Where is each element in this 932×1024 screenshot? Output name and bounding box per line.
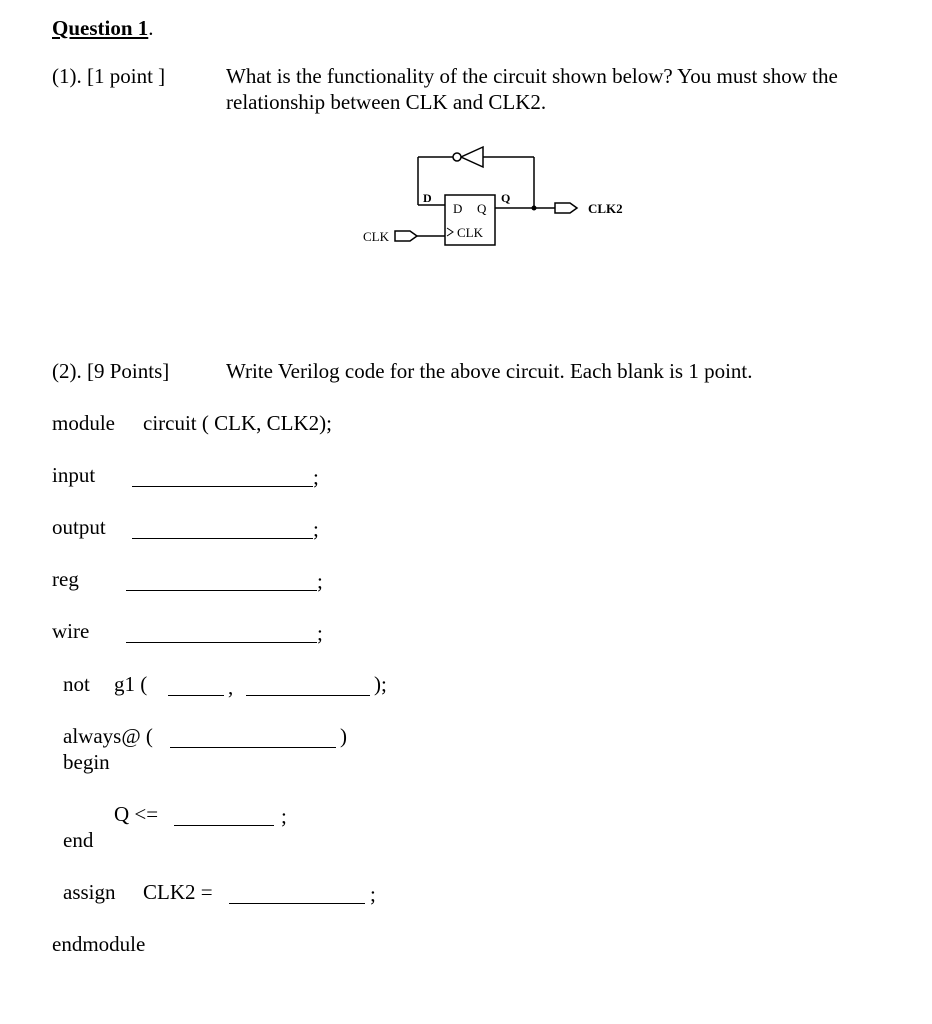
ff-clk-pin-label: CLK xyxy=(457,225,483,240)
output-keyword: output xyxy=(52,515,106,539)
part1-question-line1: What is the functionality of the circuit shown below? You must show the xyxy=(226,64,838,88)
q-nonblocking-assign: Q <= xyxy=(114,802,159,826)
part2-instruction: Write Verilog code for the above circuit. Each blank is 1 point. xyxy=(226,359,753,383)
reg-blank[interactable] xyxy=(126,572,317,591)
assign-lhs: CLK2 = xyxy=(143,880,213,904)
part2-label: (2). [9 Points] xyxy=(52,359,170,383)
reg-keyword: reg xyxy=(52,567,79,591)
heading-text: Question 1 xyxy=(52,16,149,40)
not-keyword: not xyxy=(63,672,90,696)
always-close-paren: ) xyxy=(340,724,347,748)
not-comma: , xyxy=(228,675,234,699)
part1-label: (1). [1 point ] xyxy=(52,64,166,88)
q-assign-blank[interactable] xyxy=(174,807,274,826)
junction-dot xyxy=(532,206,537,211)
wire-semicolon: ; xyxy=(317,621,323,645)
q-assign-semicolon: ; xyxy=(281,804,287,828)
wire-keyword: wire xyxy=(52,619,90,643)
clk-input-label: CLK xyxy=(363,229,389,244)
circuit-diagram xyxy=(355,140,645,255)
clk2-output-label: CLK2 xyxy=(588,201,623,216)
assign-blank[interactable] xyxy=(229,885,365,904)
inverter-gate xyxy=(461,147,483,167)
not-input-blank[interactable] xyxy=(246,677,370,696)
gate-instance: g1 ( xyxy=(114,672,148,696)
end-keyword: end xyxy=(63,828,94,852)
clk-input-port-icon xyxy=(395,231,417,241)
output-semicolon: ; xyxy=(313,517,319,541)
endmodule-keyword: endmodule xyxy=(52,932,146,956)
q-wire-label: Q xyxy=(501,191,511,205)
reg-semicolon: ; xyxy=(317,569,323,593)
ff-q-pin-label: Q xyxy=(477,201,487,216)
clk2-output-port-icon xyxy=(555,203,577,213)
begin-keyword: begin xyxy=(63,750,110,774)
sensitivity-blank[interactable] xyxy=(170,729,336,748)
question-heading xyxy=(52,18,154,39)
d-wire-label: D xyxy=(423,191,432,205)
assign-semicolon: ; xyxy=(370,882,376,906)
wire-blank[interactable] xyxy=(126,624,317,643)
output-blank[interactable] xyxy=(132,520,313,539)
assign-keyword: assign xyxy=(63,880,116,904)
input-keyword: input xyxy=(52,463,96,487)
inverter-bubble xyxy=(453,153,461,161)
always-keyword: always@ ( xyxy=(63,724,153,748)
part1-question-line2: relationship between CLK and CLK2. xyxy=(226,90,547,114)
heading-dot: . xyxy=(148,16,154,40)
module-declaration: circuit ( CLK, CLK2); xyxy=(143,411,332,435)
not-output-blank[interactable] xyxy=(168,677,224,696)
module-keyword: module xyxy=(52,411,115,435)
input-blank[interactable] xyxy=(132,468,313,487)
input-semicolon: ; xyxy=(313,465,319,489)
ff-d-pin-label: D xyxy=(453,201,463,216)
not-close: ); xyxy=(374,672,387,696)
